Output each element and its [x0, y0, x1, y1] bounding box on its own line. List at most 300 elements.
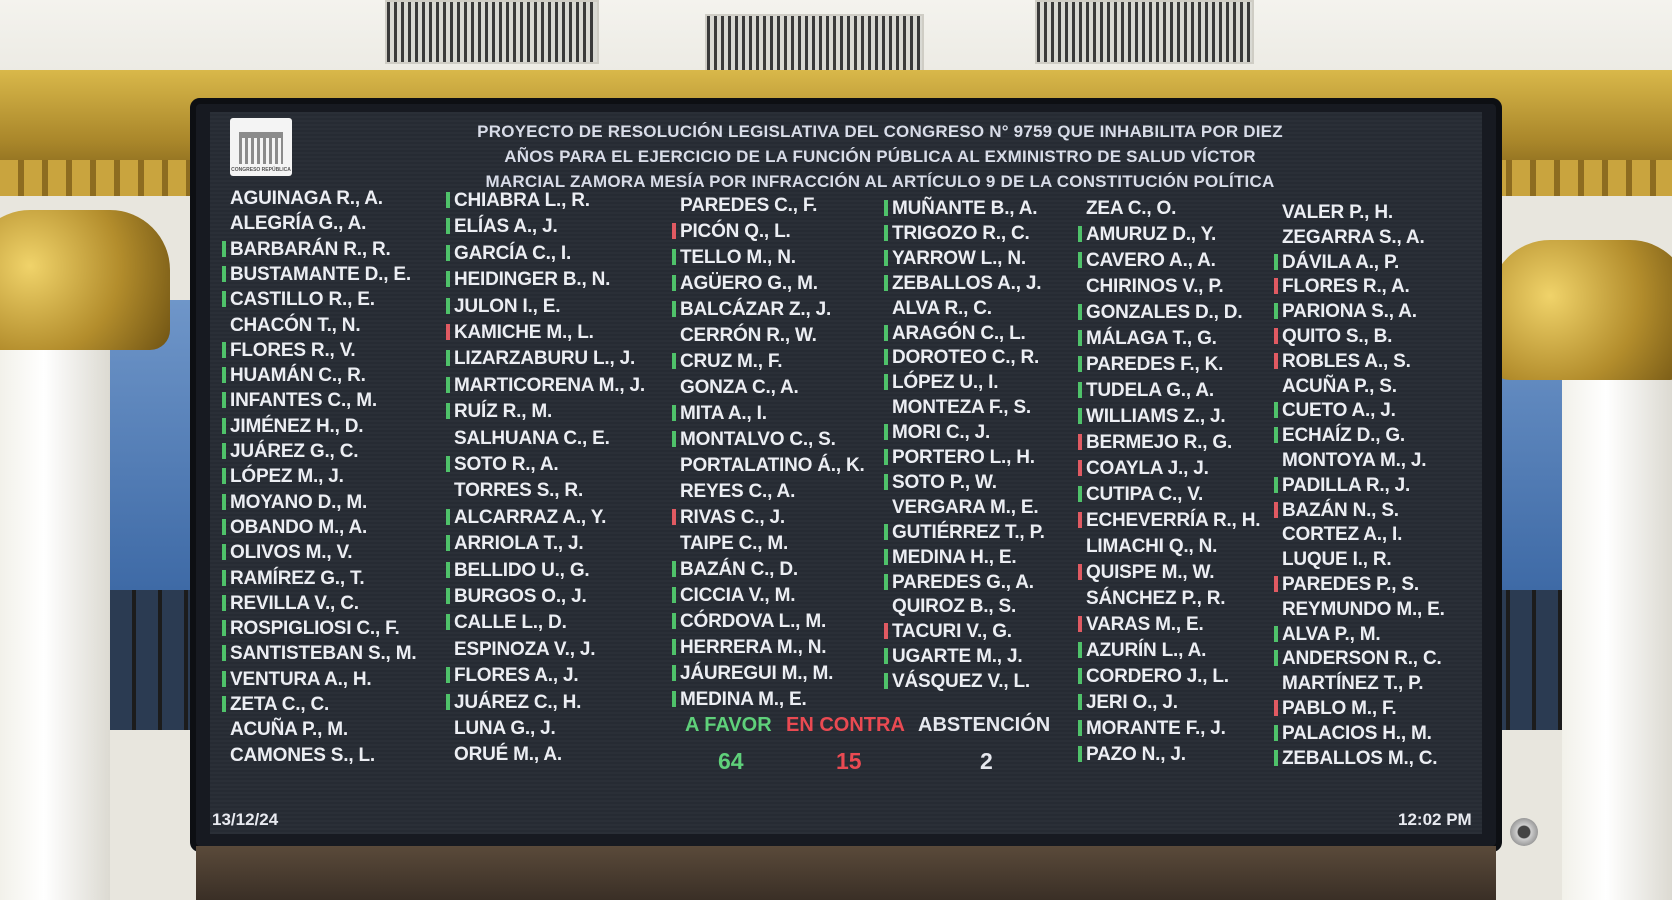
legislator-name	[446, 216, 558, 238]
legislator-name	[672, 377, 799, 399]
vote-favor-marker	[884, 524, 888, 540]
vote-favor-marker	[222, 241, 226, 257]
legislator-name-text: GONZA C., A.	[680, 377, 799, 398]
legislator-name	[1274, 400, 1396, 422]
legislator-name	[1274, 376, 1397, 398]
legislator-name	[222, 719, 348, 741]
legislator-name	[672, 481, 795, 503]
legislator-name-text: JUÁREZ C., H.	[454, 692, 582, 713]
legislator-name	[1078, 562, 1214, 584]
vote-favor-marker	[884, 325, 888, 341]
legislator-name	[1274, 301, 1417, 323]
legislator-name-text: BAZÁN N., S.	[1282, 500, 1399, 521]
legislator-name	[672, 507, 785, 529]
legislator-name-text: ANDERSON R., C.	[1282, 648, 1442, 669]
legislator-name-text: SANTISTEBAN S., M.	[230, 643, 417, 664]
legislator-name-text: CRUZ M., F.	[680, 351, 783, 372]
legislator-name	[222, 340, 356, 362]
vote-favor-marker	[672, 353, 676, 369]
vote-favor-marker	[446, 562, 450, 578]
vote-contra-marker	[1078, 434, 1082, 450]
legislator-name-text: BURGOS O., J.	[454, 586, 587, 607]
legislator-name-text: BUSTAMANTE D., E.	[230, 264, 411, 285]
vote-favor-marker	[1274, 402, 1278, 418]
legislator-name	[1078, 640, 1206, 662]
legislator-name	[446, 692, 581, 714]
legislator-name	[1078, 250, 1216, 272]
legislator-name	[1078, 302, 1242, 324]
vote-favor-marker	[884, 349, 888, 365]
legislator-name	[672, 299, 831, 321]
legislator-name-text: TORRES S., R.	[454, 480, 584, 501]
vote-favor-marker	[672, 275, 676, 291]
legislator-name-text: ZETA C., C.	[230, 694, 330, 715]
legislator-name-text: PICÓN Q., L.	[680, 221, 791, 242]
legislator-name-text: SALHUANA C., E.	[454, 428, 610, 449]
vote-favor-marker	[446, 350, 450, 366]
vote-favor-marker	[446, 535, 450, 551]
legislator-name	[1078, 276, 1223, 298]
vote-contra-marker	[1274, 353, 1278, 369]
legislator-name-text: BALCÁZAR Z., J.	[680, 299, 832, 320]
legislator-name-text: ELÍAS A., J.	[454, 216, 558, 237]
legislator-name-text: ORUÉ M., A.	[454, 744, 562, 765]
legislator-name	[884, 572, 1034, 594]
legislator-name-text: ZEA C., O.	[1086, 198, 1177, 219]
legislator-name	[1274, 524, 1402, 546]
vote-contra-marker	[446, 324, 450, 340]
legislator-name-text: CHIABRA L., R.	[454, 190, 590, 211]
legislator-name	[446, 480, 583, 502]
legislator-name-text: JERI O., J.	[1086, 692, 1178, 713]
legislator-name	[884, 347, 1039, 369]
legislator-name	[222, 390, 377, 412]
legislator-name-text: PORTALATINO Á., K.	[680, 455, 865, 476]
legislator-name	[1274, 748, 1437, 770]
legislator-name	[884, 497, 1038, 519]
legislator-name	[1078, 744, 1186, 766]
vote-favor-marker	[884, 374, 888, 390]
legislator-name	[1078, 328, 1217, 350]
legislator-name-text: CUETO A., J.	[1282, 400, 1396, 421]
legislator-name	[222, 517, 367, 539]
vote-contra-marker	[1274, 700, 1278, 716]
a-favor-label: A FAVOR	[685, 714, 772, 736]
legislator-name-text: TELLO M., N.	[680, 247, 796, 268]
legislator-name-text: VENTURA A., H.	[230, 669, 372, 690]
vote-favor-marker	[884, 250, 888, 266]
legislator-name-text: RIVAS C., J.	[680, 507, 785, 528]
legislator-name	[884, 198, 1037, 220]
legislator-name	[1078, 484, 1203, 506]
vote-contra-marker	[1078, 564, 1082, 580]
vote-contra-marker	[1274, 278, 1278, 294]
legislator-name	[884, 522, 1045, 544]
legislator-name-text: AGUINAGA R., A.	[230, 188, 383, 209]
legislator-name	[1274, 574, 1419, 596]
abstencion-count: 2	[980, 748, 993, 774]
legislator-name-text: HEIDINGER B., N.	[454, 269, 611, 290]
legislator-name	[222, 593, 359, 615]
legislator-name-text: CORTEZ A., I.	[1282, 524, 1403, 545]
vote-favor-marker	[1078, 330, 1082, 346]
legislator-name	[446, 744, 562, 766]
legislator-name-text: RUÍZ R., M.	[454, 401, 553, 422]
legislator-name	[1078, 458, 1209, 480]
legislator-name	[884, 323, 1026, 345]
legislator-name-text: OLIVOS M., V.	[230, 542, 353, 563]
vote-favor-marker	[884, 225, 888, 241]
legislator-name	[1078, 588, 1225, 610]
legislator-name-text: UGARTE M., J.	[892, 646, 1023, 667]
legislator-name-text: MEDINA M., E.	[680, 689, 807, 710]
legislator-name-text: AMURUZ D., Y.	[1086, 224, 1217, 245]
legislator-name	[446, 586, 587, 608]
legislator-name	[222, 568, 364, 590]
vote-time: 12:02 PM	[1398, 810, 1472, 829]
legislator-name-text: MUÑANTE B., A.	[892, 198, 1038, 219]
legislator-name	[1078, 510, 1260, 532]
legislator-name-text: PARIONA S., A.	[1282, 301, 1417, 322]
screen-bezel-bottom	[196, 846, 1496, 900]
legislator-name	[1078, 718, 1226, 740]
legislator-name	[1274, 599, 1445, 621]
vote-contra-marker	[1274, 576, 1278, 592]
legislator-name	[1274, 326, 1392, 348]
legislator-name	[222, 416, 363, 438]
vote-favor-marker	[446, 403, 450, 419]
legislator-name-text: MORI C., J.	[892, 422, 991, 443]
vote-favor-marker	[1078, 694, 1082, 710]
legislator-name-text: YARROW L., N.	[892, 248, 1026, 269]
legislator-name-text: HERRERA M., N.	[680, 637, 827, 658]
legislator-name	[222, 669, 371, 691]
vote-favor-marker	[884, 574, 888, 590]
legislator-name-text: VARAS M., E.	[1086, 614, 1204, 635]
camera-icon	[1510, 818, 1538, 846]
legislator-name-text: MARTICORENA M., J.	[454, 375, 645, 396]
legislator-name-text: VÁSQUEZ V., L.	[892, 671, 1030, 692]
legislator-name	[446, 190, 590, 212]
legislator-name	[884, 248, 1026, 270]
legislator-name-text: CHIRINOS V., P.	[1086, 276, 1224, 297]
legislator-name	[884, 472, 997, 494]
legislator-name-text: COAYLA J., J.	[1086, 458, 1209, 479]
vote-favor-marker	[884, 275, 888, 291]
legislator-name-text: MITA A., I.	[680, 403, 767, 424]
vote-favor-marker	[222, 468, 226, 484]
vote-contra-marker	[1274, 328, 1278, 344]
vote-contra-marker	[1274, 502, 1278, 518]
legislator-name-text: ACUÑA P., M.	[230, 719, 348, 740]
legislator-name-text: SÁNCHEZ P., R.	[1086, 588, 1226, 609]
legislator-name-text: ZEBALLOS M., C.	[1282, 748, 1438, 769]
legislator-name-text: CÓRDOVA L., M.	[680, 611, 827, 632]
legislator-name	[884, 372, 998, 394]
legislator-name-text: REVILLA V., C.	[230, 593, 359, 614]
vote-favor-marker	[884, 474, 888, 490]
vote-favor-marker	[222, 671, 226, 687]
legislator-name	[1274, 648, 1442, 670]
legislator-name	[884, 596, 1016, 618]
vote-favor-marker	[446, 509, 450, 525]
vote-contra-marker	[672, 223, 676, 239]
legislator-name-text: QUIROZ B., S.	[892, 596, 1017, 617]
vote-favor-marker	[884, 424, 888, 440]
legislator-name-text: ALCARRAZ A., Y.	[454, 507, 607, 528]
vote-favor-marker	[446, 588, 450, 604]
a-favor-count: 64	[718, 748, 744, 774]
legislator-name	[222, 441, 358, 463]
legislator-name	[1078, 536, 1217, 558]
vote-favor-marker	[446, 245, 450, 261]
vote-favor-marker	[222, 367, 226, 383]
legislator-name	[884, 298, 992, 320]
legislator-name-text: CASTILLO R., E.	[230, 289, 375, 310]
vote-favor-marker	[672, 665, 676, 681]
vote-favor-marker	[672, 561, 676, 577]
legislator-name	[884, 447, 1035, 469]
legislator-name	[446, 322, 594, 344]
legislator-name	[672, 325, 817, 347]
vote-favor-marker	[884, 449, 888, 465]
vote-date: 13/12/24	[212, 810, 279, 829]
vote-favor-marker	[222, 443, 226, 459]
vote-favor-marker	[1274, 626, 1278, 642]
vote-favor-marker	[672, 613, 676, 629]
vote-favor-marker	[672, 431, 676, 447]
legislator-name	[1078, 692, 1178, 714]
legislator-name-text: AGÜERO G., M.	[680, 273, 818, 294]
legislator-name-text: AZURÍN L., A.	[1086, 640, 1207, 661]
vote-favor-marker	[222, 392, 226, 408]
legislator-name	[222, 213, 366, 235]
legislator-name	[672, 403, 767, 425]
legislator-name-text: PAREDES G., A.	[892, 572, 1034, 593]
vote-favor-marker	[222, 570, 226, 586]
legislator-name	[446, 639, 595, 661]
vote-favor-marker	[1078, 408, 1082, 424]
legislator-name	[1078, 224, 1216, 246]
legislator-name-text: RAMÍREZ G., T.	[230, 568, 365, 589]
legislator-name	[884, 621, 1012, 643]
legislator-name	[222, 365, 366, 387]
legislator-name	[446, 560, 589, 582]
legislator-name-text: MÁLAGA T., G.	[1086, 328, 1217, 349]
ceiling-vent	[705, 14, 924, 78]
legislator-name-text: MARTÍNEZ T., P.	[1282, 673, 1424, 694]
legislator-name-text: VERGARA M., E.	[892, 497, 1039, 518]
legislator-name	[884, 223, 1030, 245]
legislator-name	[222, 289, 375, 311]
legislator-name-text: CUTIPA C., V.	[1086, 484, 1204, 505]
legislator-name-text: REYES C., A.	[680, 481, 796, 502]
legislator-name	[672, 273, 818, 295]
legislator-name	[1078, 198, 1176, 220]
legislator-name	[222, 542, 352, 564]
vote-favor-marker	[1078, 382, 1082, 398]
legislator-name-text: QUITO S., B.	[1282, 326, 1393, 347]
legislator-name-text: JÁUREGUI M., M.	[680, 663, 834, 684]
legislator-name-text: GARCÍA C., I.	[454, 243, 572, 264]
legislator-name-text: CERRÓN R., W.	[680, 325, 817, 346]
legislator-name-text: SOTO R., A.	[454, 454, 559, 475]
ceiling-vent	[1035, 0, 1254, 64]
vote-favor-marker	[222, 519, 226, 535]
legislator-name-text: WILLIAMS Z., J.	[1086, 406, 1226, 427]
congreso-logo	[230, 118, 292, 176]
vote-favor-marker	[222, 266, 226, 282]
title-line-1: PROYECTO DE RESOLUCIÓN LEGISLATIVA DEL CONGRESO N° 9759 QUE INHABILITA POR DIEZ	[477, 122, 1283, 141]
legislator-name-text: BARBARÁN R., R.	[230, 239, 391, 260]
legislator-name	[884, 273, 1041, 295]
legislator-name	[1274, 425, 1405, 447]
vote-favor-marker	[446, 218, 450, 234]
legislator-name-text: CAMONES S., L.	[230, 745, 375, 766]
vote-favor-marker	[222, 620, 226, 636]
legislator-name	[1274, 351, 1411, 373]
legislator-name	[446, 269, 610, 291]
legislator-name	[446, 718, 556, 740]
vote-favor-marker	[1078, 668, 1082, 684]
legislator-name	[446, 348, 635, 370]
legislator-name-text: BELLIDO U., G.	[454, 560, 590, 581]
legislator-name-text: FLORES R., V.	[230, 340, 356, 361]
vote-favor-marker	[884, 549, 888, 565]
vote-favor-marker	[1274, 477, 1278, 493]
legislator-name-text: PALACIOS H., M.	[1282, 723, 1432, 744]
legislator-name	[1274, 500, 1399, 522]
legislator-name	[672, 429, 836, 451]
vote-favor-marker	[222, 544, 226, 560]
legislator-name	[672, 455, 865, 477]
vote-favor-marker	[884, 200, 888, 216]
vote-contra-marker	[1078, 460, 1082, 476]
legislator-name	[222, 264, 411, 286]
vote-contra-marker	[672, 509, 676, 525]
legislator-name-text: ARAGÓN C., L.	[892, 323, 1026, 344]
vote-favor-marker	[1078, 486, 1082, 502]
legislator-name-text: MOYANO D., M.	[230, 492, 368, 513]
vote-favor-marker	[1078, 642, 1082, 658]
vote-favor-marker	[672, 587, 676, 603]
legislator-name-text: REYMUNDO M., E.	[1282, 599, 1445, 620]
column-left	[0, 300, 110, 900]
legislator-name	[1274, 202, 1393, 224]
legislator-name-text: ROSPIGLIOSI C., F.	[230, 618, 400, 639]
legislator-name-text: MONTOYA M., J.	[1282, 450, 1427, 471]
legislator-name	[1078, 380, 1214, 402]
legislator-name-text: LIMACHI Q., N.	[1086, 536, 1218, 557]
legislator-name	[1274, 698, 1396, 720]
vote-favor-marker	[222, 595, 226, 611]
legislator-name-text: CHACÓN T., N.	[230, 315, 361, 336]
legislator-name	[222, 492, 367, 514]
legislator-name-text: JULON I., E.	[454, 296, 561, 317]
abstencion-label: ABSTENCIÓN	[918, 714, 1051, 736]
legislator-name	[446, 454, 558, 476]
legislator-name	[1274, 227, 1425, 249]
legislator-name-text: ECHEVERRÍA R., H.	[1086, 510, 1261, 531]
legislator-name-text: FLORES R., A.	[1282, 276, 1410, 297]
legislator-name	[672, 247, 796, 269]
legislator-name	[1274, 673, 1423, 695]
legislator-name-text: ALEGRÍA G., A.	[230, 213, 367, 234]
legislator-name-text: MORANTE F., J.	[1086, 718, 1226, 739]
legislator-name	[222, 315, 360, 337]
vote-favor-marker	[1274, 650, 1278, 666]
vote-favor-marker	[672, 249, 676, 265]
legislator-name-text: PAREDES P., S.	[1282, 574, 1419, 595]
legislator-name	[672, 585, 795, 607]
vote-favor-marker	[222, 342, 226, 358]
legislator-name-text: ARRIOLA T., J.	[454, 533, 584, 554]
legislator-name-text: GUTIÉRREZ T., P.	[892, 522, 1045, 543]
vote-favor-marker	[1274, 750, 1278, 766]
legislator-name-text: FLORES A., J.	[454, 665, 579, 686]
legislator-name	[446, 665, 578, 687]
legislator-name-text: CAVERO A., A.	[1086, 250, 1216, 271]
legislator-name-text: LUNA G., J.	[454, 718, 556, 739]
vote-favor-marker	[1274, 725, 1278, 741]
legislator-name-text: ZEBALLOS A., J.	[892, 273, 1042, 294]
legislator-name	[1078, 406, 1226, 428]
legislator-name	[1274, 723, 1432, 745]
legislator-name-text: TRIGOZO R., C.	[892, 223, 1030, 244]
vote-favor-marker	[446, 377, 450, 393]
vote-favor-marker	[222, 291, 226, 307]
legislator-name-text: GONZALES D., D.	[1086, 302, 1243, 323]
legislator-name-text: ALVA R., C.	[892, 298, 992, 319]
legislator-name	[222, 239, 391, 261]
building-icon	[239, 132, 283, 164]
legislator-name	[446, 612, 567, 634]
legislator-name	[884, 397, 1031, 419]
legislator-name-text: ALVA P., M.	[1282, 624, 1381, 645]
vote-contra-marker	[884, 623, 888, 639]
legislator-name	[446, 507, 606, 529]
legislator-name-text: PAREDES C., F.	[680, 195, 818, 216]
legislator-name-text: BERMEJO R., G.	[1086, 432, 1233, 453]
legislator-name-text: DOROTEO C., R.	[892, 347, 1040, 368]
vote-favor-marker	[1078, 356, 1082, 372]
legislator-name-text: SOTO P., W.	[892, 472, 997, 493]
legislator-name-text: LÓPEZ U., I.	[892, 372, 999, 393]
legislator-name	[672, 559, 798, 581]
column-capital	[0, 210, 170, 350]
legislator-name	[446, 243, 571, 265]
legislator-name-text: ZEGARRA S., A.	[1282, 227, 1425, 248]
legislator-name	[1078, 614, 1204, 636]
legislator-name	[446, 428, 610, 450]
legislator-name-text: TUDELA G., A.	[1086, 380, 1214, 401]
vote-favor-marker	[672, 691, 676, 707]
title-line-3: MARCIAL ZAMORA MESÍA POR INFRACCIÓN AL ARTÍCULO 9 DE LA CONSTITUCIÓN POLÍTICA	[485, 172, 1275, 191]
legislator-name-text: BAZÁN C., D.	[680, 559, 798, 580]
legislator-name	[672, 195, 817, 217]
vote-favor-marker	[672, 301, 676, 317]
logo-label: CONGRESO REPÚBLICA	[231, 167, 291, 173]
legislator-name-text: ACUÑA P., S.	[1282, 376, 1397, 397]
legislator-name	[1078, 354, 1223, 376]
legislator-name-text: TAIPE C., M.	[680, 533, 789, 554]
legislator-name	[672, 221, 791, 243]
legislator-name	[446, 296, 560, 318]
vote-favor-marker	[884, 673, 888, 689]
legislator-name	[1274, 475, 1410, 497]
legislator-name-text: LÓPEZ M., J.	[230, 466, 344, 487]
legislator-name	[884, 547, 1016, 569]
